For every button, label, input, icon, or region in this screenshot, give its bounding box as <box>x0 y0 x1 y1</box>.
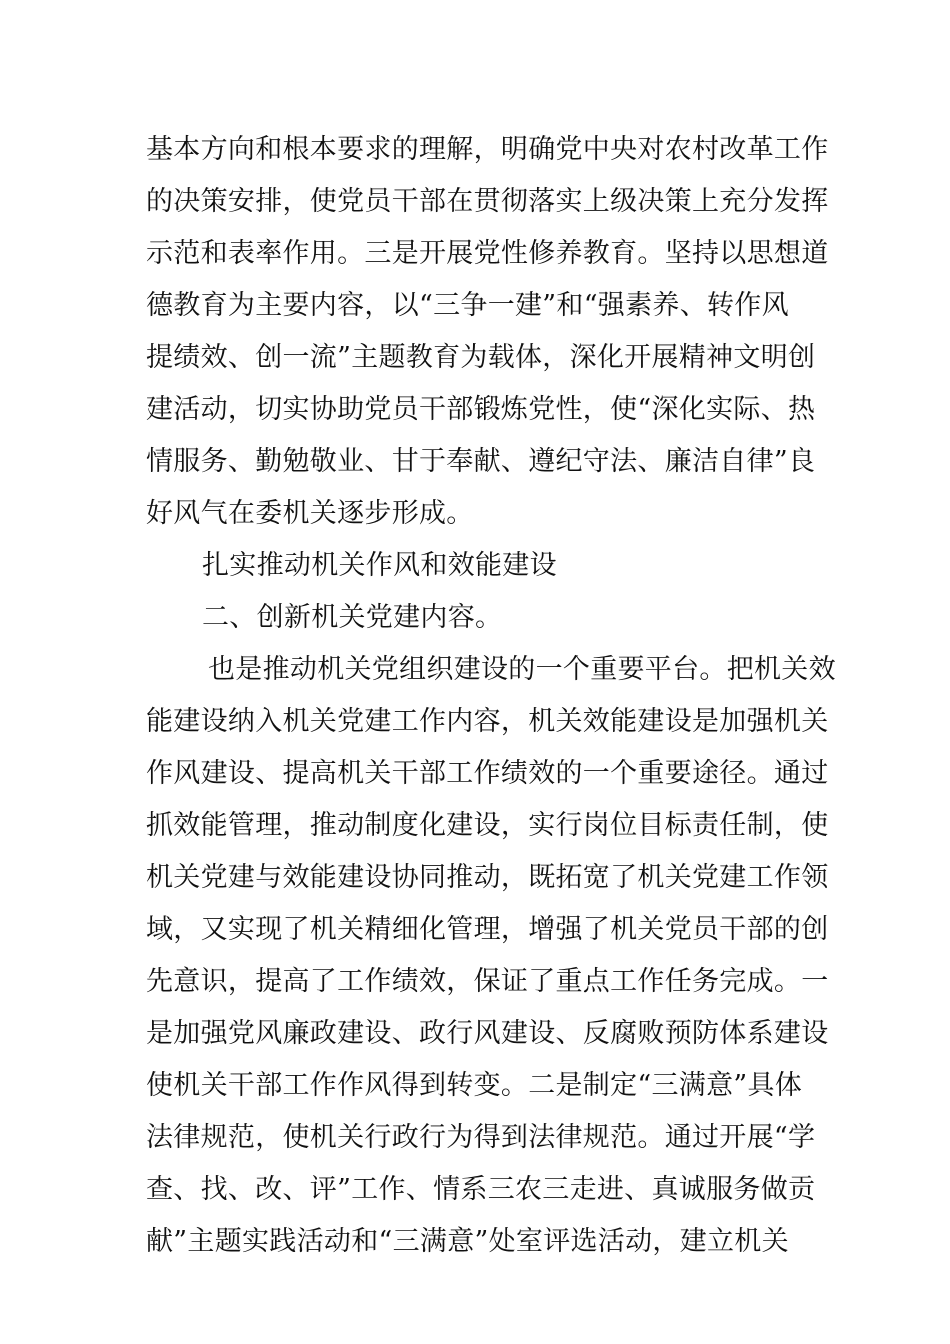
paragraph-line: 机关党建与效能建设协同推动，既拓宽了机关党建工作领 <box>146 862 829 893</box>
paragraph-line: 抓效能管理，推动制度化建设，实行岗位目标责任制，使 <box>146 810 829 841</box>
paragraph-line: 使机关干部工作作风得到转变。二是制定“三满意”具体 <box>146 1070 803 1101</box>
paragraph-2 <box>146 644 836 1268</box>
paragraph-line: 法律规范，使机关行政行为得到法律规范。通过开展“学 <box>146 1122 816 1153</box>
paragraph-1 <box>146 124 829 540</box>
paragraph-line: 的决策安排，使党员干部在贯彻落实上级决策上充分发挥 <box>146 186 829 217</box>
paragraph-line: 是加强党风廉政建设、政行风建设、反腐败预防体系建设 <box>146 1018 829 1049</box>
paragraph-line: 先意识，提高了工作绩效，保证了重点工作任务完成。一 <box>146 966 829 997</box>
paragraph-line: 建活动，切实协助党员干部锻炼党性，使“深化实际、热 <box>146 394 816 425</box>
paragraph-line: 基本方向和根本要求的理解，明确党中央对农村改革工作 <box>146 134 829 165</box>
section-heading: 二、创新机关党建内容。 <box>202 602 503 633</box>
paragraph-line: 作风建设、提高机关干部工作绩效的一个重要途径。通过 <box>146 758 829 789</box>
paragraph-line: 情服务、勤勉敬业、甘于奉献、遵纪守法、廉洁自律”良 <box>146 446 816 477</box>
paragraph-line: 查、找、改、评”工作、情系三农三走进、真诚服务做贡 <box>146 1174 816 1205</box>
paragraph-line: 献”主题实践活动和“三满意”处室评选活动，建立机关 <box>146 1226 789 1257</box>
section-heading: 扎实推动机关作风和效能建设 <box>202 550 557 581</box>
paragraph-line: 好风气在委机关逐步形成。 <box>146 498 474 529</box>
document-body <box>146 124 836 1268</box>
paragraph-line: 德教育为主要内容，以“三争一建”和“强素养、转作风 <box>146 290 789 321</box>
paragraph-line: 能建设纳入机关党建工作内容，机关效能建设是加强机关 <box>146 706 829 737</box>
paragraph-line: 示范和表率作用。三是开展党性修养教育。坚持以思想道 <box>146 238 829 269</box>
paragraph-line: 提绩效、创一流”主题教育为载体，深化开展精神文明创 <box>146 342 816 373</box>
paragraph-line: 也是推动机关党组织建设的一个重要平台。把机关效 <box>208 654 836 685</box>
paragraph-line: 域，又实现了机关精细化管理，增强了机关党员干部的创 <box>146 914 829 945</box>
